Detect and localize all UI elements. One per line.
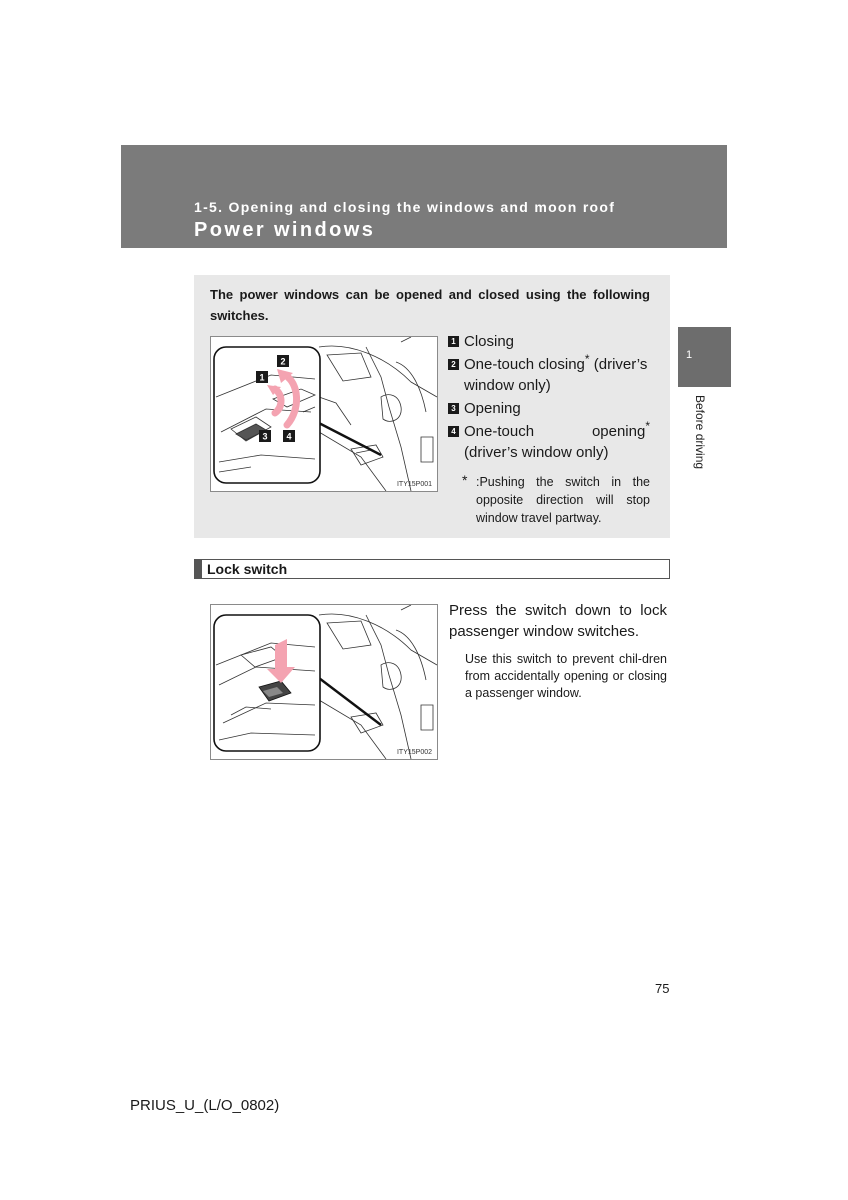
- legend-item-closing: 1 Closing: [448, 331, 650, 352]
- heading-bar: [195, 560, 202, 578]
- lock-switch-heading: [194, 559, 670, 579]
- chapter-number: 1: [686, 349, 693, 361]
- footnote-asterisk: *: [462, 472, 468, 488]
- asterisk: *: [584, 352, 590, 366]
- section-header: [121, 145, 727, 248]
- svg-text:3: 3: [262, 431, 268, 442]
- power-window-switch-figure: [210, 336, 438, 492]
- figure-code: ITY15P001: [396, 481, 432, 488]
- figure-code: ITY15P002: [396, 749, 432, 756]
- page-number: 75: [655, 981, 670, 996]
- lock-switch-title: Lock switch: [207, 561, 288, 577]
- number-1-badge: 1: [448, 336, 459, 347]
- footnote: * :Pushing the switch in the opposite direction will stop window travel partway.: [462, 472, 650, 525]
- legend-item-opening: 3 Opening: [448, 398, 650, 419]
- section-label: 1-5. Opening and closing the windows and moon roof: [194, 199, 616, 215]
- intro-box: [194, 275, 670, 538]
- svg-text:2: 2: [280, 356, 286, 367]
- intro-text: The power windows can be opened and closed using the following switches.: [210, 287, 650, 323]
- legend-item-one-touch-opening: 4 One-touch opening* (driver’s window only): [448, 421, 650, 463]
- footer-code: PRIUS_U_(L/O_0802): [130, 1097, 280, 1114]
- chapter-tab[interactable]: [678, 327, 731, 387]
- page-title: Power windows: [194, 219, 376, 241]
- number-2-badge: 2: [448, 359, 459, 370]
- legend-item-one-touch-closing: 2 One-touch closing* (driver’s window only): [448, 354, 650, 396]
- lock-switch-illustration: [211, 605, 437, 759]
- number-3-badge: 3: [448, 403, 459, 414]
- svg-text:1: 1: [259, 372, 265, 383]
- switch-illustration: [211, 337, 437, 491]
- chapter-label: Before driving: [693, 395, 707, 470]
- lock-switch-note: Use this switch to prevent chil-dren from accidentally opening or closing a passenger window.: [465, 652, 667, 700]
- asterisk: *: [645, 419, 650, 433]
- lock-switch-instruction: Press the switch down to lock passenger window switches.: [449, 602, 667, 640]
- lock-switch-figure: [210, 604, 438, 760]
- svg-text:4: 4: [286, 431, 292, 442]
- number-4-badge: 4: [448, 426, 459, 437]
- legend-list: [448, 331, 650, 527]
